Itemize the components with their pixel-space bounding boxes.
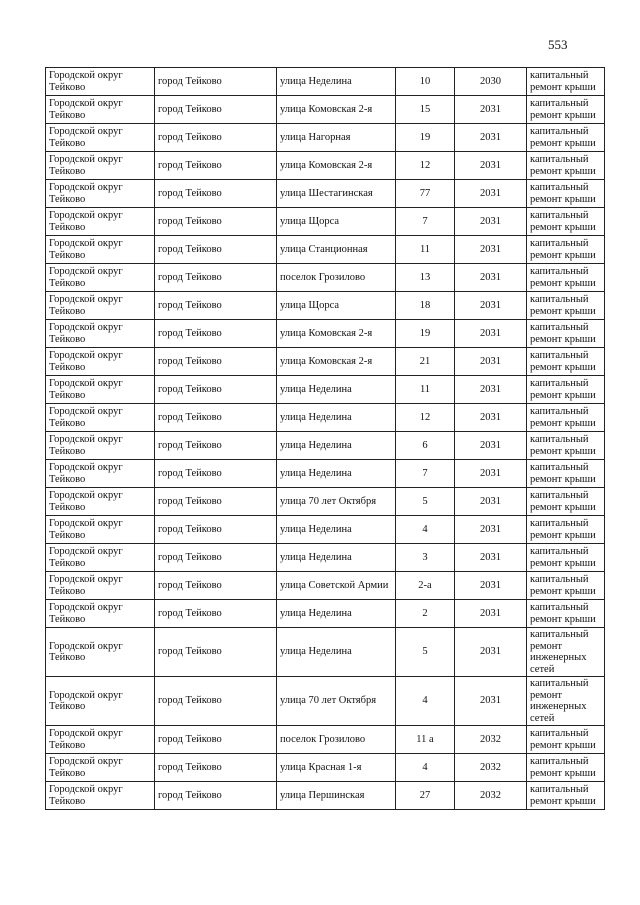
locality-cell: город Тейково <box>155 488 277 516</box>
street-cell: улица Неделина <box>277 516 396 544</box>
municipality-cell: Городской округ Тейково <box>46 544 155 572</box>
locality-cell: город Тейково <box>155 180 277 208</box>
municipality-cell: Городской округ Тейково <box>46 516 155 544</box>
work-type-cell: капитальный ремонт крыши <box>527 376 605 404</box>
street-cell: улица Комовская 2-я <box>277 96 396 124</box>
street-cell: улица Красная 1-я <box>277 754 396 782</box>
municipality-cell: Городской округ Тейково <box>46 264 155 292</box>
year-cell: 2031 <box>455 292 527 320</box>
locality-cell: город Тейково <box>155 152 277 180</box>
year-cell: 2031 <box>455 320 527 348</box>
work-type-cell: капитальный ремонт инженерных сетей <box>527 628 605 677</box>
house-number-cell: 19 <box>396 124 455 152</box>
table-row <box>46 782 605 810</box>
locality-cell: город Тейково <box>155 782 277 810</box>
locality-cell: город Тейково <box>155 376 277 404</box>
locality-cell: город Тейково <box>155 124 277 152</box>
street-cell: улица Комовская 2-я <box>277 348 396 376</box>
house-number-cell: 21 <box>396 348 455 376</box>
year-cell: 2031 <box>455 488 527 516</box>
house-number-cell: 11 <box>396 376 455 404</box>
table-row <box>46 348 605 376</box>
work-type-cell: капитальный ремонт крыши <box>527 208 605 236</box>
table-row <box>46 726 605 754</box>
municipality-cell: Городской округ Тейково <box>46 68 155 96</box>
table-row <box>46 96 605 124</box>
work-type-cell: капитальный ремонт крыши <box>527 544 605 572</box>
table-row <box>46 404 605 432</box>
work-type-cell: капитальный ремонт инженерных сетей <box>527 677 605 726</box>
year-cell: 2031 <box>455 376 527 404</box>
street-cell: улица Неделина <box>277 68 396 96</box>
street-cell: улица Советской Армии <box>277 572 396 600</box>
locality-cell: город Тейково <box>155 348 277 376</box>
municipality-cell: Городской округ Тейково <box>46 180 155 208</box>
municipality-cell: Городской округ Тейково <box>46 488 155 516</box>
street-cell: улица Неделина <box>277 432 396 460</box>
house-number-cell: 18 <box>396 292 455 320</box>
house-number-cell: 7 <box>396 460 455 488</box>
housing-repair-table <box>45 67 605 810</box>
year-cell: 2031 <box>455 677 527 726</box>
table-row <box>46 754 605 782</box>
municipality-cell: Городской округ Тейково <box>46 208 155 236</box>
locality-cell: город Тейково <box>155 600 277 628</box>
street-cell: поселок Грозилово <box>277 726 396 754</box>
work-type-cell: капитальный ремонт крыши <box>527 236 605 264</box>
house-number-cell: 11 а <box>396 726 455 754</box>
table-row <box>46 320 605 348</box>
locality-cell: город Тейково <box>155 544 277 572</box>
work-type-cell: капитальный ремонт крыши <box>527 516 605 544</box>
work-type-cell: капитальный ремонт крыши <box>527 152 605 180</box>
locality-cell: город Тейково <box>155 628 277 677</box>
street-cell: улица Неделина <box>277 628 396 677</box>
table-row <box>46 572 605 600</box>
house-number-cell: 3 <box>396 544 455 572</box>
locality-cell: город Тейково <box>155 236 277 264</box>
work-type-cell: капитальный ремонт крыши <box>527 96 605 124</box>
work-type-cell: капитальный ремонт крыши <box>527 460 605 488</box>
work-type-cell: капитальный ремонт крыши <box>527 264 605 292</box>
year-cell: 2031 <box>455 124 527 152</box>
work-type-cell: капитальный ремонт крыши <box>527 572 605 600</box>
locality-cell: город Тейково <box>155 460 277 488</box>
street-cell: улица Комовская 2-я <box>277 152 396 180</box>
street-cell: улица Неделина <box>277 460 396 488</box>
year-cell: 2031 <box>455 460 527 488</box>
street-cell: поселок Грозилово <box>277 264 396 292</box>
house-number-cell: 11 <box>396 236 455 264</box>
street-cell: улица Щорса <box>277 208 396 236</box>
table-row <box>46 544 605 572</box>
table-row <box>46 264 605 292</box>
municipality-cell: Городской округ Тейково <box>46 348 155 376</box>
municipality-cell: Городской округ Тейково <box>46 152 155 180</box>
work-type-cell: капитальный ремонт крыши <box>527 726 605 754</box>
year-cell: 2031 <box>455 208 527 236</box>
table-row <box>46 600 605 628</box>
work-type-cell: капитальный ремонт крыши <box>527 348 605 376</box>
year-cell: 2031 <box>455 152 527 180</box>
work-type-cell: капитальный ремонт крыши <box>527 320 605 348</box>
table-row <box>46 677 605 726</box>
table-row <box>46 432 605 460</box>
table-row <box>46 236 605 264</box>
locality-cell: город Тейково <box>155 208 277 236</box>
street-cell: улица 70 лет Октября <box>277 677 396 726</box>
house-number-cell: 13 <box>396 264 455 292</box>
work-type-cell: капитальный ремонт крыши <box>527 782 605 810</box>
work-type-cell: капитальный ремонт крыши <box>527 600 605 628</box>
work-type-cell: капитальный ремонт крыши <box>527 754 605 782</box>
street-cell: улица Шестагинская <box>277 180 396 208</box>
municipality-cell: Городской округ Тейково <box>46 96 155 124</box>
municipality-cell: Городской округ Тейково <box>46 572 155 600</box>
table-row <box>46 292 605 320</box>
house-number-cell: 10 <box>396 68 455 96</box>
house-number-cell: 15 <box>396 96 455 124</box>
locality-cell: город Тейково <box>155 404 277 432</box>
house-number-cell: 5 <box>396 628 455 677</box>
year-cell: 2032 <box>455 782 527 810</box>
table-row <box>46 124 605 152</box>
table-row <box>46 180 605 208</box>
table-row <box>46 460 605 488</box>
street-cell: улица Щорса <box>277 292 396 320</box>
street-cell: улица Неделина <box>277 600 396 628</box>
house-number-cell: 4 <box>396 754 455 782</box>
street-cell: улица Неделина <box>277 376 396 404</box>
year-cell: 2031 <box>455 236 527 264</box>
year-cell: 2032 <box>455 726 527 754</box>
work-type-cell: капитальный ремонт крыши <box>527 292 605 320</box>
locality-cell: город Тейково <box>155 516 277 544</box>
municipality-cell: Городской округ Тейково <box>46 726 155 754</box>
table-row <box>46 68 605 96</box>
table-row <box>46 376 605 404</box>
year-cell: 2031 <box>455 572 527 600</box>
house-number-cell: 5 <box>396 488 455 516</box>
locality-cell: город Тейково <box>155 677 277 726</box>
year-cell: 2032 <box>455 754 527 782</box>
work-type-cell: капитальный ремонт крыши <box>527 180 605 208</box>
locality-cell: город Тейково <box>155 572 277 600</box>
work-type-cell: капитальный ремонт крыши <box>527 488 605 516</box>
table-row <box>46 152 605 180</box>
municipality-cell: Городской округ Тейково <box>46 677 155 726</box>
municipality-cell: Городской округ Тейково <box>46 292 155 320</box>
house-number-cell: 77 <box>396 180 455 208</box>
year-cell: 2031 <box>455 544 527 572</box>
locality-cell: город Тейково <box>155 68 277 96</box>
house-number-cell: 2-а <box>396 572 455 600</box>
house-number-cell: 2 <box>396 600 455 628</box>
municipality-cell: Городской округ Тейково <box>46 236 155 264</box>
year-cell: 2030 <box>455 68 527 96</box>
street-cell: улица Комовская 2-я <box>277 320 396 348</box>
page-number: 553 <box>548 37 568 52</box>
table-row <box>46 488 605 516</box>
locality-cell: город Тейково <box>155 432 277 460</box>
table-row <box>46 516 605 544</box>
year-cell: 2031 <box>455 180 527 208</box>
house-number-cell: 12 <box>396 404 455 432</box>
year-cell: 2031 <box>455 404 527 432</box>
municipality-cell: Городской округ Тейково <box>46 460 155 488</box>
locality-cell: город Тейково <box>155 292 277 320</box>
table-row <box>46 208 605 236</box>
house-number-cell: 27 <box>396 782 455 810</box>
locality-cell: город Тейково <box>155 726 277 754</box>
locality-cell: город Тейково <box>155 754 277 782</box>
municipality-cell: Городской округ Тейково <box>46 600 155 628</box>
work-type-cell: капитальный ремонт крыши <box>527 404 605 432</box>
table-row <box>46 628 605 677</box>
locality-cell: город Тейково <box>155 264 277 292</box>
street-cell: улица 70 лет Октября <box>277 488 396 516</box>
municipality-cell: Городской округ Тейково <box>46 124 155 152</box>
street-cell: улица Станционная <box>277 236 396 264</box>
house-number-cell: 6 <box>396 432 455 460</box>
house-number-cell: 4 <box>396 677 455 726</box>
street-cell: улица Неделина <box>277 544 396 572</box>
table-body <box>46 68 605 810</box>
house-number-cell: 4 <box>396 516 455 544</box>
year-cell: 2031 <box>455 96 527 124</box>
locality-cell: город Тейково <box>155 320 277 348</box>
municipality-cell: Городской округ Тейково <box>46 376 155 404</box>
work-type-cell: капитальный ремонт крыши <box>527 432 605 460</box>
year-cell: 2031 <box>455 600 527 628</box>
year-cell: 2031 <box>455 264 527 292</box>
house-number-cell: 19 <box>396 320 455 348</box>
year-cell: 2031 <box>455 432 527 460</box>
street-cell: улица Нагорная <box>277 124 396 152</box>
year-cell: 2031 <box>455 348 527 376</box>
year-cell: 2031 <box>455 516 527 544</box>
house-number-cell: 12 <box>396 152 455 180</box>
work-type-cell: капитальный ремонт крыши <box>527 124 605 152</box>
year-cell: 2031 <box>455 628 527 677</box>
work-type-cell: капитальный ремонт крыши <box>527 68 605 96</box>
municipality-cell: Городской округ Тейково <box>46 320 155 348</box>
house-number-cell: 7 <box>396 208 455 236</box>
municipality-cell: Городской округ Тейково <box>46 754 155 782</box>
municipality-cell: Городской округ Тейково <box>46 404 155 432</box>
municipality-cell: Городской округ Тейково <box>46 782 155 810</box>
street-cell: улица Першинская <box>277 782 396 810</box>
municipality-cell: Городской округ Тейково <box>46 628 155 677</box>
municipality-cell: Городской округ Тейково <box>46 432 155 460</box>
locality-cell: город Тейково <box>155 96 277 124</box>
street-cell: улица Неделина <box>277 404 396 432</box>
